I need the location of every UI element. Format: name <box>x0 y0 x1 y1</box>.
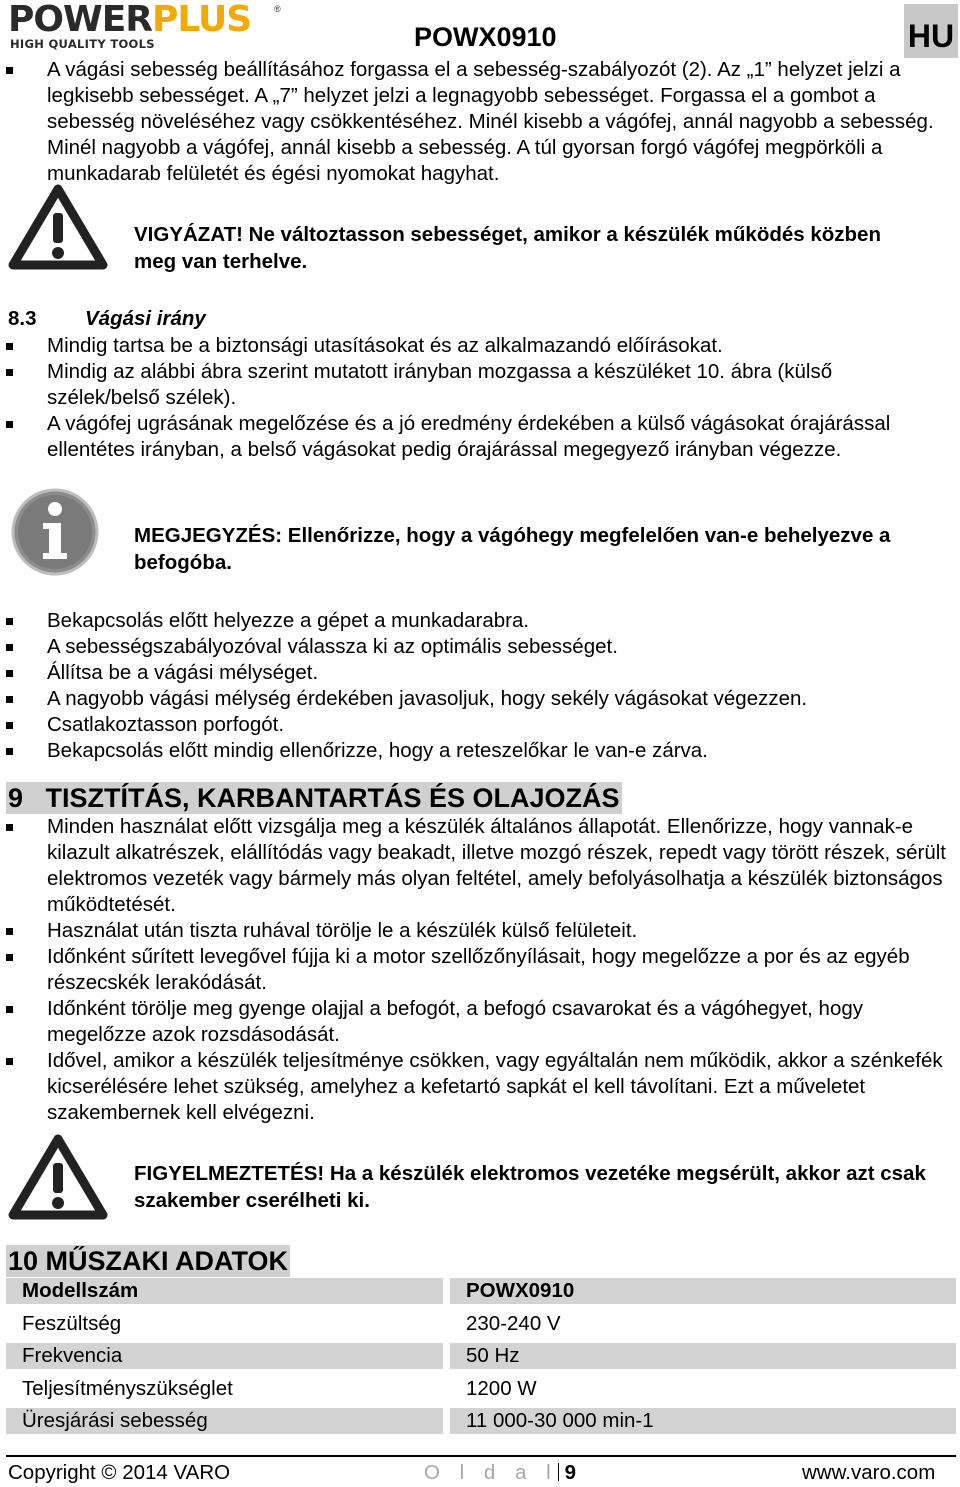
bullet-icon <box>6 954 13 961</box>
section-10-heading: 10 MŰSZAKI ADATOK <box>8 1246 289 1276</box>
list-item: Időnként sűrített levegővel fújja ki a motor szellőzőnyílásait, hogy megelőzze a por és az egyéb részecskék lerakódását. <box>0 944 950 996</box>
spec-label: Feszültség <box>22 1311 122 1335</box>
page-separator <box>558 1463 559 1481</box>
spec-value: 230-240 V <box>466 1311 561 1335</box>
powerplus-logo <box>8 0 281 51</box>
bullet-icon <box>6 644 13 651</box>
footer-copyright: Copyright © 2014 VARO <box>8 1461 231 1484</box>
bullet-icon <box>6 696 13 703</box>
list-item: Csatlakoztasson porfogót. <box>0 712 950 738</box>
bullet-icon <box>6 670 13 677</box>
spec-value: POWX0910 <box>450 1278 956 1304</box>
table-row <box>6 1343 956 1376</box>
spec-label: Teljesítményszükséglet <box>22 1376 233 1400</box>
bullet-icon <box>6 1006 13 1013</box>
list-item: A nagyobb vágási mélység érdekében javasoljuk, hogy sekély vágásokat végezzen. <box>0 686 950 712</box>
language-badge: HU <box>904 4 958 58</box>
logo-word-plus: PLUS <box>152 0 252 40</box>
logo-tagline: HIGH QUALITY TOOLS <box>10 37 155 51</box>
warning-triangle-icon <box>8 183 108 271</box>
spec-label: Modellszám <box>6 1278 443 1304</box>
footer-website: www.varo.com <box>802 1461 936 1484</box>
list-item: A sebességszabályozóval válassza ki az optimális sebességet. <box>0 634 950 660</box>
warning-caution-text: VIGYÁZAT! Ne változtasson sebességet, amikor a készülék működés közben meg van terhelve. <box>134 223 881 273</box>
page-word: O l d a l <box>424 1461 558 1484</box>
spec-label: Üresjárási sebesség <box>6 1408 443 1434</box>
bullet-icon <box>6 421 13 428</box>
list-item: Használat után tiszta ruhával törölje le a készülék külső felületeit. <box>0 918 950 944</box>
spec-value: 50 Hz <box>450 1343 956 1369</box>
operation-steps <box>0 608 950 764</box>
spec-value: 1200 W <box>466 1376 537 1400</box>
table-row <box>6 1376 956 1409</box>
list-item: Időnként törölje meg gyenge olajjal a befogót, a befogó csavarokat és a vágóhegyet, hogy megelőzze azok rozsdásodását. <box>0 996 950 1048</box>
bullet-icon <box>6 722 13 729</box>
list-item: A vágófej ugrásának megelőzése és a jó eredmény érdekében a külső vágásokat órajárással ellentétes irányban, a belső vágásokat pedig órajárással megegyező irányban végezze. <box>0 411 950 463</box>
spec-table <box>6 1278 956 1441</box>
list-item: A vágási sebesség beállításához forgassa el a sebesség-szabályozót (2). Az „1” helyzet jelzi a legkisebb sebességet. A „7” helyzet jelzi a legnagyobb sebességet. Forgassa el a gombot a sebesség növeléséhez vagy csökkentéséhez. Minél kisebb a vágófej, annál nagyobb a sebesség. Minél nagyobb a vágófej, annál kisebb a sebesség. A túl gyorsan forgó vágófej megpörköli a munkadarab felületét és égési nyomokat hagyhat. <box>0 57 945 187</box>
list-item: Idővel, amikor a készülék teljesítménye csökken, vagy egyáltalán nem működik, akkor a szénkefék kicserélésére lehet szükség, amelyhez a kefetartó sapkát el kell távolítani. Ezt a műveletet szakembernek kell elvégezni. <box>0 1048 950 1126</box>
warning-triangle-icon <box>8 1133 108 1221</box>
bullet-icon <box>6 67 13 74</box>
footer-divider <box>6 1455 956 1457</box>
cutting-direction-bullets <box>0 333 950 463</box>
section-9-heading: 9 TISZTÍTÁS, KARBANTARTÁS ÉS OLAJOZÁS <box>8 783 620 813</box>
warning-cable-text: FIGYELMEZTETÉS! Ha a készülék elektromos vezetéke megsérült, akkor azt csak szakember cserélheti ki. <box>134 1162 926 1212</box>
list-item: Bekapcsolás előtt helyezze a gépet a munkadarabra. <box>0 608 950 634</box>
list-item: Állítsa be a vágási mélységet. <box>0 660 950 686</box>
bullet-icon <box>6 928 13 935</box>
page-number: 9 <box>564 1461 577 1484</box>
spec-label: Frekvencia <box>6 1343 443 1369</box>
spec-value: 11 000-30 000 min-1 <box>450 1408 956 1434</box>
bullet-icon <box>6 369 13 376</box>
list-item: Mindig az alábbi ábra szerint mutatott irányban mozgassa a készüléket 10. ábra (külső szélek/belső szélek). <box>0 359 950 411</box>
list-item: Minden használat előtt vizsgálja meg a készülék általános állapotát. Ellenőrizze, hogy vannak-e kilazult alkatrészek, elállítódás vagy beakadt, illetve mozgó részek, repedt vagy törött részek, sérült elektromos vezeték vagy bármely más olyan feltétel, amely befolyásolhatja a készülék biztonságos működtetését. <box>0 814 950 918</box>
maintenance-bullets <box>0 814 950 1126</box>
table-row <box>6 1408 956 1441</box>
list-item: Bekapcsolás előtt mindig ellenőrizze, hogy a reteszelőkar le van-e zárva. <box>0 738 950 764</box>
model-header: POWX0910 <box>414 22 557 52</box>
speed-bullets <box>0 57 945 187</box>
table-row <box>6 1311 956 1344</box>
list-item: Mindig tartsa be a biztonsági utasításokat és az alkalmazandó előírásokat. <box>0 333 950 359</box>
table-row <box>6 1278 956 1311</box>
registered-mark-icon: ® <box>274 4 281 14</box>
bullet-icon <box>6 748 13 755</box>
section-8-3-heading: 8.3 Vágási irány <box>8 307 206 330</box>
bullet-icon <box>6 618 13 625</box>
note-text: MEGJEGYZÉS: Ellenőrizze, hogy a vágóhegy megfelelően van-e behelyezve a befogóba. <box>134 524 891 574</box>
footer-page-indicator <box>424 1460 576 1486</box>
info-icon <box>10 487 100 577</box>
bullet-icon <box>6 824 13 831</box>
bullet-icon <box>6 343 13 350</box>
bullet-icon <box>6 1058 13 1065</box>
logo-word-power: POWER <box>8 0 153 40</box>
